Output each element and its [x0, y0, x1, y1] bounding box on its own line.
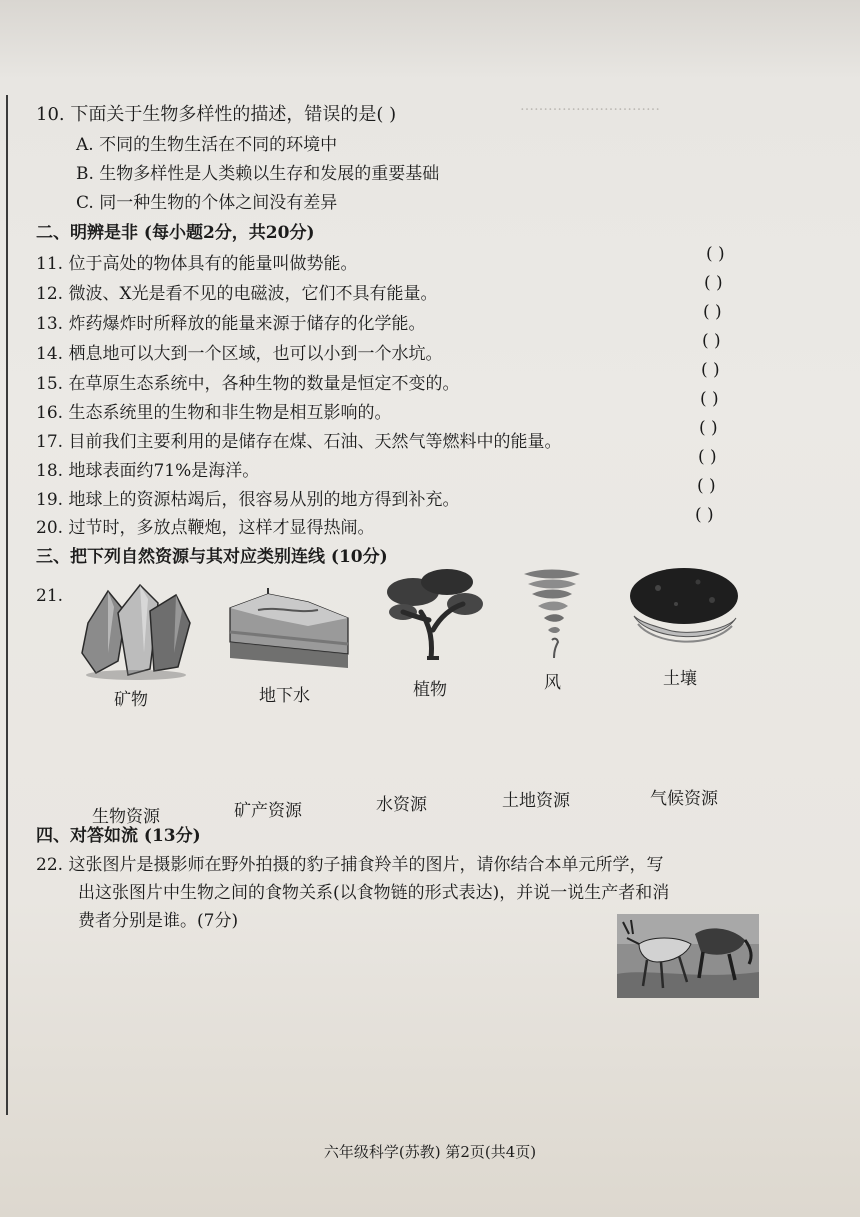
answer-blank-19[interactable]: ( )	[697, 476, 716, 496]
q16: 16. 生态系统里的生物和非生物是相互影响的。	[36, 403, 392, 423]
q15: 15. 在草原生态系统中，各种生物的数量是恒定不变的。	[36, 374, 460, 394]
answer-blank-18[interactable]: ( )	[698, 447, 717, 467]
q17: 17. 目前我们主要利用的是储存在煤、石油、天然气等燃料中的能量。	[36, 432, 562, 452]
answer-blank-12[interactable]: ( )	[704, 273, 723, 293]
q22-line3: 费者分别是谁。(7分)	[78, 911, 239, 931]
q20: 20. 过节时，多放点鞭炮，这样才显得热闹。	[36, 518, 375, 538]
q18: 18. 地球表面约71%是海洋。	[36, 461, 260, 481]
q19: 19. 地球上的资源枯竭后，很容易从别的地方得到补充。	[36, 490, 460, 510]
resource-label-wind: 风	[544, 673, 561, 693]
q10-option-b: B. 生物多样性是人类赖以生存和发展的重要基础	[76, 164, 440, 184]
bleed-through: …………………………	[520, 98, 660, 114]
q22-line1: 22. 这张图片是摄影师在野外拍摄的豹子捕食羚羊的图片，请你结合本单元所学，写	[36, 855, 664, 875]
q12: 12. 微波、X光是看不见的电磁波，它们不具有能量。	[36, 284, 438, 304]
q10-stem: 10. 下面关于生物多样性的描述，错误的是( )	[36, 104, 397, 125]
answer-blank-20[interactable]: ( )	[695, 505, 714, 525]
leopard-antelope-photo	[617, 914, 759, 998]
section3-title: 三、把下列自然资源与其对应类别连线 (10分)	[36, 547, 388, 567]
category-biological[interactable]: 生物资源	[92, 807, 160, 827]
mineral-image	[78, 583, 196, 681]
resource-label-soil: 土壤	[663, 669, 697, 689]
answer-blank-15[interactable]: ( )	[701, 360, 720, 380]
q22-line2: 出这张图片中生物之间的食物关系(以食物链的形式表达)，并说一说生产者和消	[78, 883, 670, 903]
answer-blank-14[interactable]: ( )	[702, 331, 721, 351]
section2-title: 二、明辨是非 (每小题2分，共20分)	[36, 223, 315, 243]
answer-blank-11[interactable]: ( )	[706, 244, 725, 264]
resource-label-groundwater: 地下水	[259, 686, 310, 706]
q21-number: 21.	[36, 586, 64, 606]
plant-image	[385, 568, 485, 660]
resource-label-mineral: 矿物	[114, 690, 148, 710]
answer-blank-16[interactable]: ( )	[700, 389, 719, 409]
q13: 13. 炸药爆炸时所释放的能量来源于储存的化学能。	[36, 314, 426, 334]
category-climate[interactable]: 气候资源	[650, 789, 718, 809]
q11: 11. 位于高处的物体具有的能量叫做势能。	[36, 254, 358, 274]
margin-line	[6, 95, 8, 1115]
q14: 14. 栖息地可以大到一个区域，也可以小到一个水坑。	[36, 344, 443, 364]
category-mineral[interactable]: 矿产资源	[234, 801, 302, 821]
resource-label-plant: 植物	[413, 680, 447, 700]
category-land[interactable]: 土地资源	[502, 791, 570, 811]
groundwater-image	[228, 588, 352, 670]
soil-image	[628, 566, 740, 650]
section4-title: 四、对答如流 (13分)	[36, 826, 201, 846]
wind-image	[520, 566, 584, 662]
answer-blank-13[interactable]: ( )	[703, 302, 722, 322]
answer-blank-17[interactable]: ( )	[699, 418, 718, 438]
q10-option-c: C. 同一种生物的个体之间没有差异	[76, 193, 338, 213]
category-water[interactable]: 水资源	[376, 795, 427, 815]
page-footer: 六年级科学(苏教) 第2页(共4页)	[323, 1143, 537, 1161]
q10-option-a: A. 不同的生物生活在不同的环境中	[76, 135, 338, 155]
